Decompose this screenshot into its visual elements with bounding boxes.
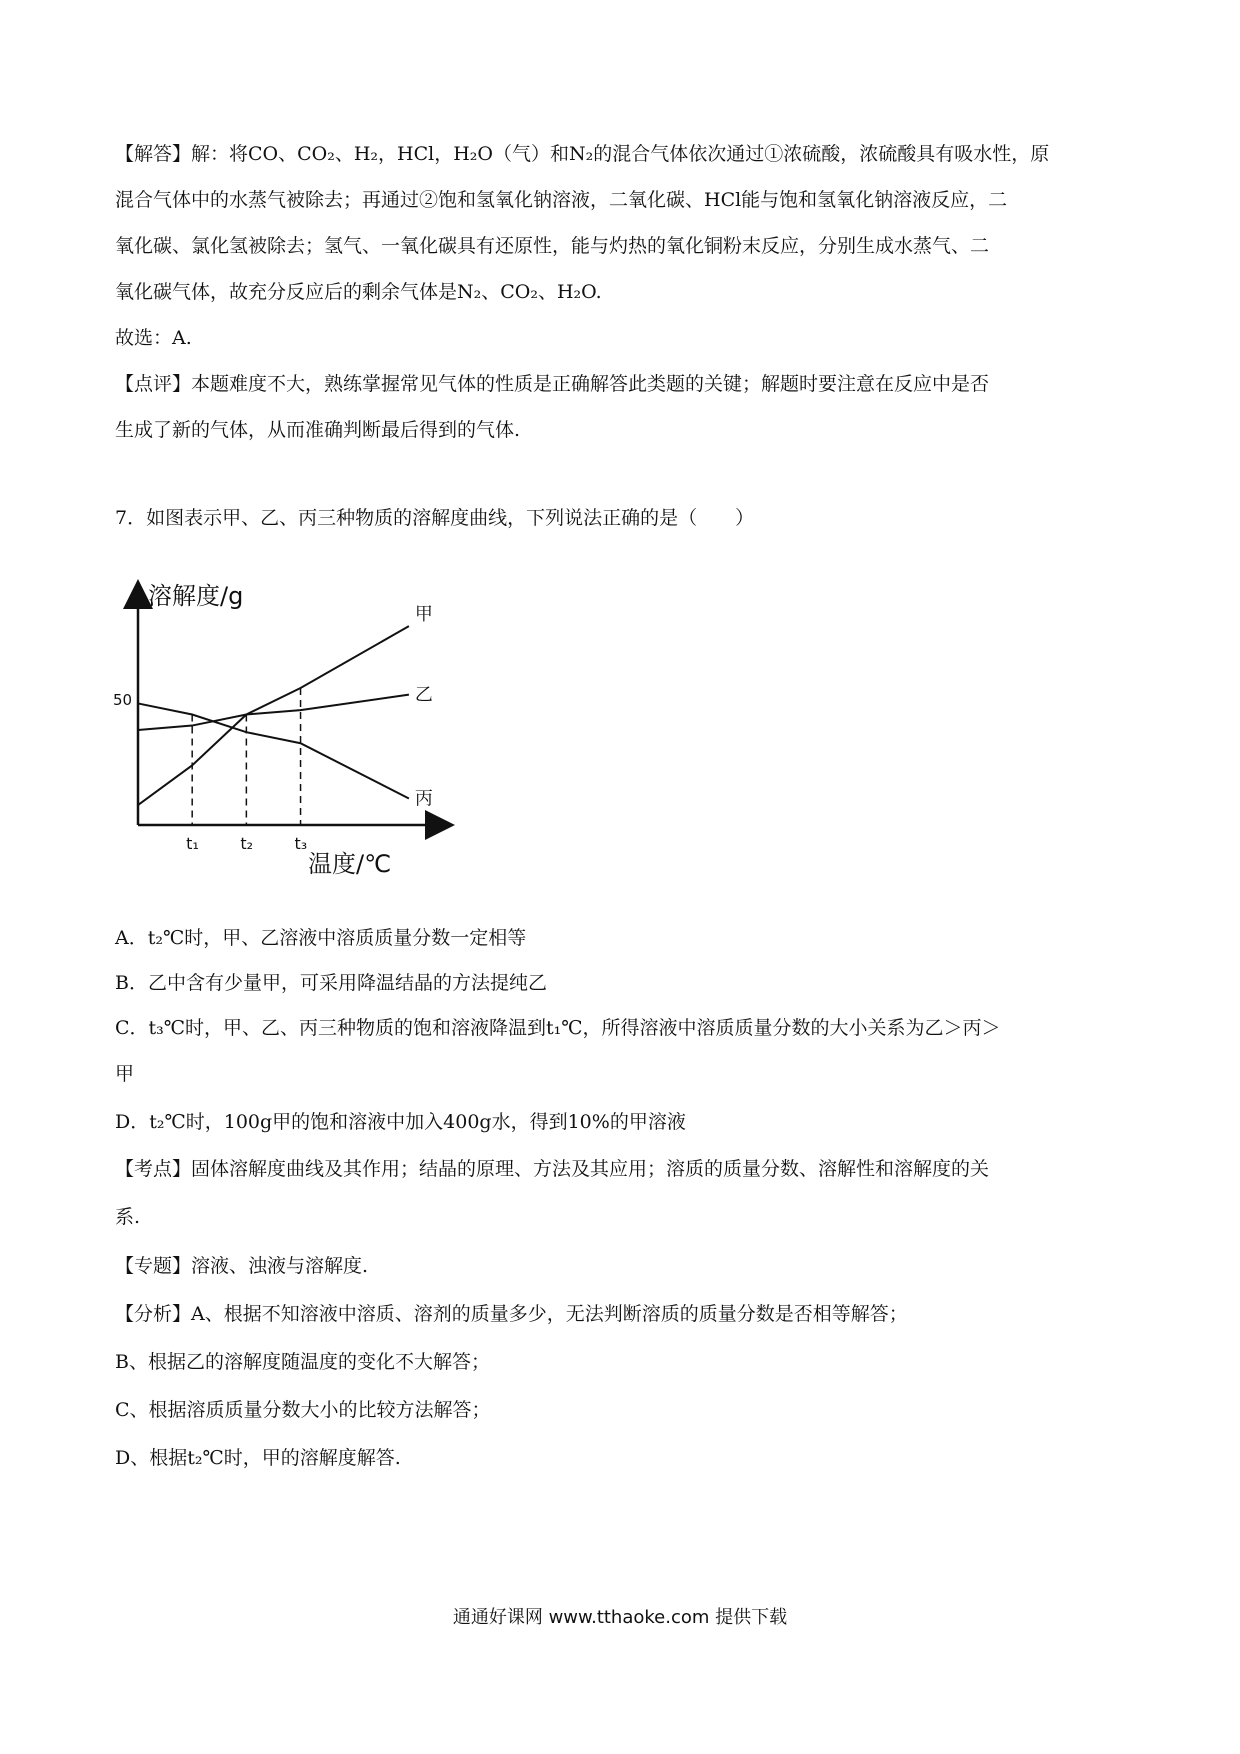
option-d: D．t₂℃时，100g甲的饱和溶液中加入400g水，得到10%的甲溶液 bbox=[115, 1111, 686, 1133]
option-b: B．乙中含有少量甲，可采用降温结晶的方法提纯乙 bbox=[115, 972, 547, 994]
fenxi-c: C、根据溶质质量分数大小的比较方法解答； bbox=[115, 1399, 491, 1421]
x-tick-labels bbox=[186, 834, 307, 853]
option-c-line-1: C．t₃℃时，甲、乙、丙三种物质的饱和溶液降温到t₁℃，所得溶液中溶质质量分数的大小关系为乙＞丙＞ bbox=[115, 1017, 1001, 1039]
answer-choice: 故选：A. bbox=[115, 327, 192, 349]
series-label-0: 甲 bbox=[414, 604, 433, 626]
comment-line-1: 【点评】本题难度不大，熟练掌握常见气体的性质是正确解答此类题的关键；解题时要注意在反应中是否 bbox=[115, 373, 990, 395]
series-lines bbox=[138, 626, 409, 805]
option-a: A．t₂℃时，甲、乙溶液中溶质质量分数一定相等 bbox=[115, 927, 527, 949]
answer-line-3: 氧化碳、氯化氢被除去；氢气、一氧化碳具有还原性，能与灼热的氧化铜粉末反应，分别生成水蒸气、二 bbox=[115, 235, 990, 257]
answer-line-1: 【解答】解：将CO、CO₂、H₂，HCl，H₂O（气）和N₂的混合气体依次通过①浓硫酸，浓硫酸具有吸水性，原 bbox=[115, 143, 1050, 165]
x-tick-2: t₃ bbox=[294, 834, 308, 853]
x-tick-0: t₁ bbox=[186, 834, 199, 853]
y-tick-50: 50 bbox=[113, 691, 133, 709]
x-axis-label: 温度/℃ bbox=[308, 850, 392, 878]
fenxi-a: 【分析】A、根据不知溶液中溶质、溶剂的质量多少，无法判断溶质的质量分数是否相等解答； bbox=[115, 1303, 908, 1325]
y-axis-label: 溶解度/g bbox=[148, 582, 244, 610]
option-c-line-2: 甲 bbox=[115, 1063, 135, 1085]
kaodian-line-1: 【考点】固体溶解度曲线及其作用；结晶的原理、方法及其应用；溶质的质量分数、溶解性和溶解度的关 bbox=[115, 1158, 990, 1180]
x-tick-1: t₂ bbox=[240, 834, 254, 853]
zhuanti: 【专题】溶液、浊液与溶解度. bbox=[115, 1255, 369, 1277]
kaodian-line-2: 系. bbox=[115, 1206, 141, 1228]
series-line-2 bbox=[138, 703, 409, 798]
question-stem: 7．如图表示甲、乙、丙三种物质的溶解度曲线，下列说法正确的是（ ） bbox=[115, 507, 755, 529]
series-label-1: 乙 bbox=[414, 684, 433, 706]
solubility-chart bbox=[113, 580, 458, 880]
answer-line-4: 氧化碳气体，故充分反应后的剩余气体是N₂、CO₂、H₂O. bbox=[115, 281, 602, 303]
fenxi-d: D、根据t₂℃时，甲的溶解度解答. bbox=[115, 1447, 401, 1469]
fenxi-b: B、根据乙的溶解度随温度的变化不大解答； bbox=[115, 1351, 490, 1373]
page-footer: 通通好课网 www.tthaoke.com 提供下载 bbox=[452, 1607, 788, 1628]
answer-line-2: 混合气体中的水蒸气被除去；再通过②饱和氢氧化钠溶液，二氧化碳、HCl能与饱和氢氧化钠溶液反应，二 bbox=[115, 189, 1008, 211]
series-labels bbox=[415, 604, 433, 809]
dashed-guides bbox=[192, 688, 300, 825]
comment-line-2: 生成了新的气体，从而准确判断最后得到的气体. bbox=[115, 419, 521, 441]
series-label-2: 丙 bbox=[414, 788, 433, 810]
